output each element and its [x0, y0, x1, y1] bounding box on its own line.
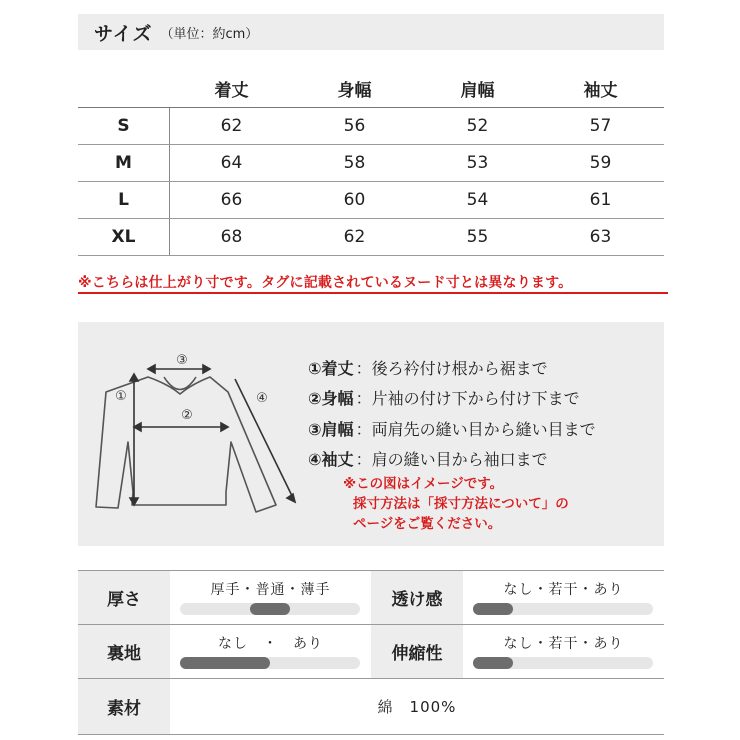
- finished-size-note: ※こちらは仕上がり寸です。タグに記載されているヌード寸とは異なります。: [78, 272, 668, 294]
- fabric-value: 綿 100%: [377, 698, 457, 716]
- column-header: 身幅: [337, 81, 372, 101]
- lining-bar-fill: [180, 657, 270, 669]
- table-cell: 68: [220, 227, 243, 247]
- legend-key: ③肩幅: [308, 419, 354, 439]
- column-header: 着丈: [214, 81, 249, 101]
- table-cell: 61: [589, 190, 612, 210]
- table-cell: 59: [589, 153, 612, 173]
- image-note-line: ページをご覧ください。: [353, 516, 502, 532]
- transparency-bar: [473, 603, 653, 615]
- material-row: [78, 679, 664, 735]
- measurement-legend: [308, 352, 596, 474]
- table-row: [78, 108, 664, 145]
- table-cell: 57: [589, 116, 612, 136]
- thickness-bar: [180, 603, 360, 615]
- table-row: [78, 145, 664, 182]
- legend-desc: ：片袖の付け下から付け下まで: [355, 389, 580, 409]
- column-header: 袖丈: [583, 81, 618, 101]
- legend-item: [308, 413, 596, 444]
- size-title: サイズ: [94, 22, 153, 45]
- transparency-label: 透け感: [371, 571, 463, 624]
- legend-item: [308, 383, 596, 414]
- stretch-bar: [473, 657, 653, 669]
- table-row: [78, 182, 664, 219]
- legend-item: [308, 444, 596, 475]
- legend-desc: ：両肩先の縫い目から縫い目まで: [355, 419, 596, 439]
- legend-key: ①着丈: [308, 358, 354, 378]
- thickness-bar-fill: [250, 603, 290, 615]
- legend-key: ④袖丈: [308, 450, 354, 470]
- thickness-options: 厚手・普通・薄手: [210, 582, 331, 598]
- legend-desc: ：肩の縫い目から袖口まで: [355, 450, 548, 470]
- table-cell: 66: [220, 190, 243, 210]
- marker-1: ①: [115, 389, 127, 404]
- thickness-value: [170, 571, 371, 624]
- legend-item: [308, 352, 596, 383]
- table-cell: 54: [466, 190, 489, 210]
- size-label: M: [78, 145, 170, 181]
- lining-options: なし ・ あり: [218, 636, 323, 652]
- material-row: [78, 625, 664, 679]
- size-label: L: [78, 182, 170, 218]
- column-header: 肩幅: [460, 81, 495, 101]
- table-cell: 60: [343, 190, 366, 210]
- size-table: [78, 70, 664, 256]
- table-cell: 56: [343, 116, 366, 136]
- material-table: [78, 570, 664, 734]
- stretch-options: なし・若干・あり: [503, 636, 624, 652]
- table-cell: 52: [466, 116, 489, 136]
- transparency-value: [463, 571, 664, 624]
- legend-desc: ：後ろ衿付け根から裾まで: [355, 358, 548, 378]
- size-unit: （単位：約cm）: [160, 26, 259, 42]
- transparency-bar-fill: [473, 603, 513, 615]
- table-cell: 53: [466, 153, 489, 173]
- size-header: [78, 14, 664, 50]
- lining-label: 裏地: [78, 625, 170, 678]
- image-note-line: 採寸方法は「採寸方法について」の: [353, 496, 569, 512]
- table-cell: 55: [466, 227, 489, 247]
- marker-4: ④: [256, 391, 268, 406]
- thickness-label: 厚さ: [78, 571, 170, 624]
- size-label: XL: [78, 219, 170, 255]
- lining-bar: [180, 657, 360, 669]
- table-cell: 62: [220, 116, 243, 136]
- legend-key: ②身幅: [308, 389, 354, 409]
- marker-2: ②: [181, 408, 193, 423]
- image-note-line: ※この図はイメージです。: [343, 476, 504, 492]
- transparency-options: なし・若干・あり: [503, 582, 624, 598]
- stretch-bar-fill: [473, 657, 513, 669]
- size-label: S: [78, 108, 170, 144]
- collar-outline: [164, 377, 196, 390]
- table-row: [78, 219, 664, 256]
- size-table-header: [78, 70, 664, 108]
- stretch-label: 伸縮性: [371, 625, 463, 678]
- measurement-diagram-panel: [78, 322, 664, 546]
- table-cell: 64: [220, 153, 243, 173]
- marker-3: ③: [176, 353, 188, 368]
- stretch-value: [463, 625, 664, 678]
- image-note: [343, 474, 569, 534]
- table-cell: 58: [343, 153, 366, 173]
- corner-cell: [78, 70, 170, 107]
- fabric-label: 素材: [78, 679, 170, 734]
- lining-value: [170, 625, 371, 678]
- table-cell: 62: [343, 227, 366, 247]
- table-cell: 63: [589, 227, 612, 247]
- material-row: [78, 571, 664, 625]
